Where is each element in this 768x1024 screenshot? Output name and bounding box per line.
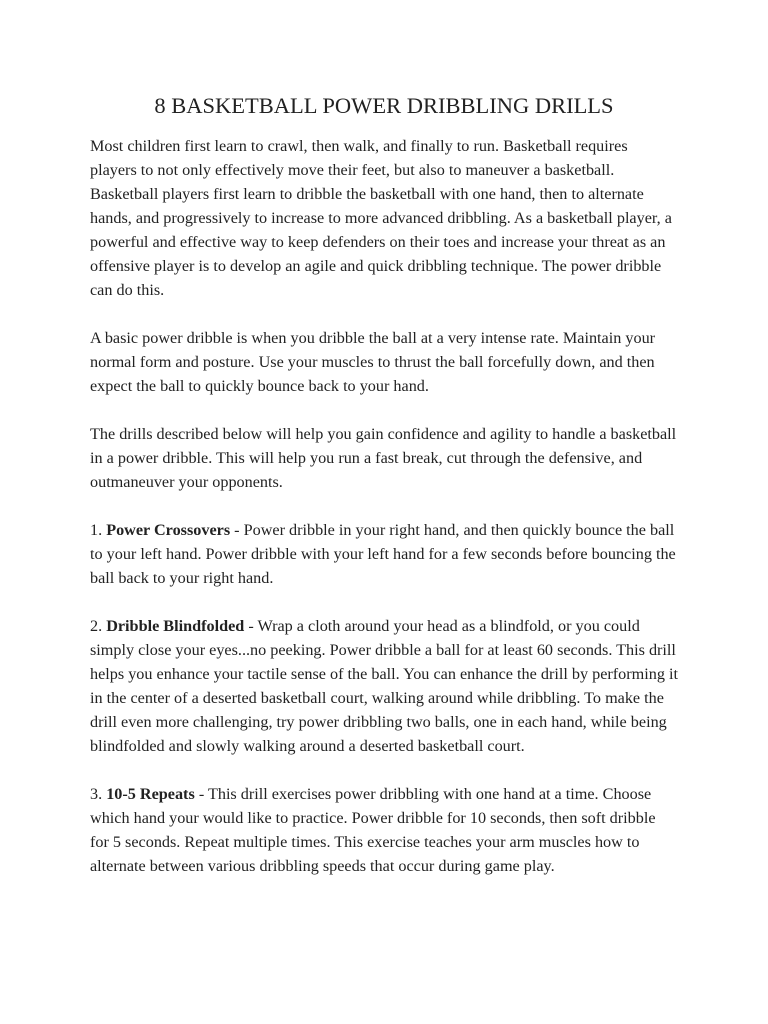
drill-number: 1. [90,521,103,539]
drill-description: - This drill exercises power dribbling with one hand at a time. Choose which hand your would like to practice. Power dribble for 10 seconds, then soft dribble for 5 seconds. Repeat multiple times. This exercise teaches your arm muscles how to alternate between various dribbling speeds that occur during game play. [90,785,656,875]
drill-description: - Wrap a cloth around your head as a blindfold, or you could simply close your eyes...no peeking. Power dribble a ball for at least 60 seconds. This drill helps you enhance your tactile sense of the ball. You can enhance the drill by performing it in the center of a deserted basketball court, walking around while dribbling. To make the drill even more challenging, try power dribbling two balls, one in each hand, while being blindfolded and slowly walking around a deserted basketball court. [90,617,678,755]
document-title: 8 BASKETBALL POWER DRIBBLING DRILLS [154,93,614,118]
intro-paragraph-1: Most children first learn to crawl, then walk, and finally to run. Basketball requires players to not only effectively move their feet, but also to maneuver a basketball. Basketball players first learn to dribble the basketball with one hand, then to alternate hands, and progressively to increase to more advanced dribbling. As a basketball player, a powerful and effective way to keep defenders on their toes and increase your threat as an offensive player is to develop an agile and quick dribbling technique. The power dribble can do this. [90,137,672,299]
intro-paragraph-2: A basic power dribble is when you dribble the ball at a very intense rate. Maintain your normal form and posture. Use your muscles to thrust the ball forcefully down, and then expect the ball to quickly bounce back to your hand. [90,329,656,395]
drill-name: 10-5 Repeats [106,785,195,803]
drill-item-dribble-blindfolded [90,614,678,758]
drill-name: Dribble Blindfolded [106,617,245,635]
drill-description: - Power dribble in your right hand, and then quickly bounce the ball to your left hand. Power dribble with your left hand for a few seconds before bouncing the ball back to your right hand. [90,521,676,587]
drill-number: 3. [90,785,103,803]
drill-item-power-crossovers [90,518,678,590]
drill-number: 2. [90,617,103,635]
drill-item-10-5-repeats [90,782,678,878]
drill-name: Power Crossovers [106,521,231,539]
intro-paragraph-3: The drills described below will help you gain confidence and agility to handle a basketball in a power dribble. This will help you run a fast break, cut through the defensive, and outmaneuver your opponents. [90,425,677,491]
